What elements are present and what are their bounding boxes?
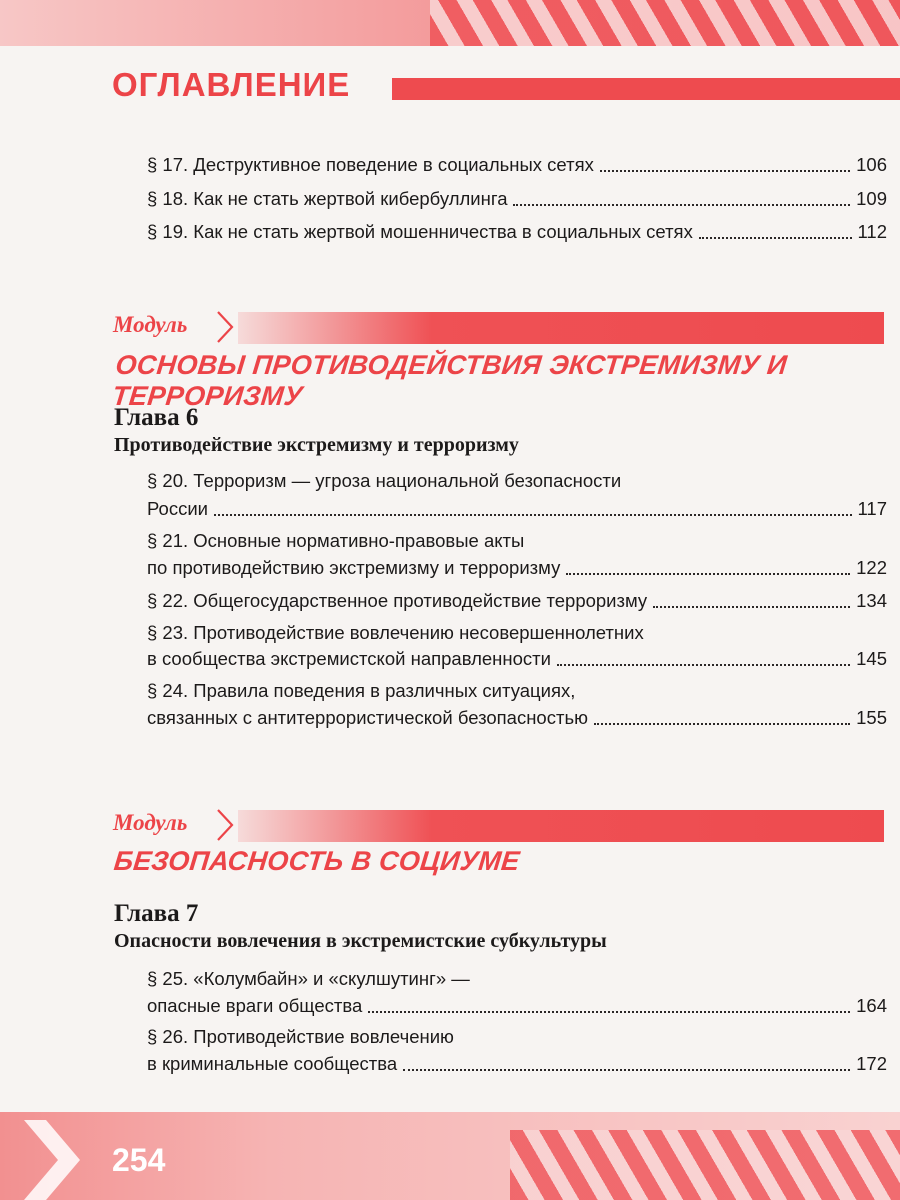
toc-entry[interactable] — [147, 496, 887, 521]
module-title: ОСНОВЫ ПРОТИВОДЕЙСТВИЯ ЭКСТРЕМИЗМУ И ТЕРРОРИЗМУ — [110, 350, 789, 411]
toc-entry-page: 134 — [856, 590, 887, 611]
dot-leader — [368, 1001, 850, 1013]
toc-entry[interactable] — [147, 1051, 887, 1076]
toc-entry-label: связанных с антитеррористической безопасностью — [147, 707, 588, 728]
toc-entry-page: 122 — [856, 557, 887, 578]
toc-entry-page: 112 — [857, 221, 887, 242]
chapter-title: Противодействие экстремизму и терроризму — [114, 434, 519, 456]
bottom-striped-pattern — [510, 1130, 900, 1200]
toc-entry-label: § 19. Как не стать жертвой мошенничества в социальных сетях — [147, 221, 693, 242]
toc-entry-page: 172 — [856, 1053, 887, 1074]
module-label: Модуль — [113, 810, 188, 835]
title-accent-bar — [392, 78, 900, 100]
toc-entry-page: 164 — [856, 995, 887, 1016]
toc-entry-label-line1: § 25. «Колумбайн» и «скулшутинг» — — [147, 968, 470, 989]
module-chevron-icon — [216, 808, 234, 842]
chapter-number: Глава 7 — [114, 900, 199, 927]
dot-leader — [403, 1059, 850, 1071]
toc-entry-page: 145 — [856, 648, 887, 669]
toc-entry[interactable] — [147, 646, 887, 671]
dot-leader — [594, 713, 850, 725]
toc-entry-page: 117 — [857, 498, 887, 519]
module-accent-bar — [238, 312, 884, 344]
page-arrow-icon — [24, 1120, 94, 1200]
toc-entry-label: в сообщества экстремистской направленности — [147, 648, 551, 669]
toc-entry-page: 109 — [856, 188, 887, 209]
toc-entry-label-line1: § 23. Противодействие вовлечению несовершеннолетних — [147, 622, 644, 643]
toc-entry-label: России — [147, 498, 208, 519]
toc-entry-label-line1: § 21. Основные нормативно-правовые акты — [147, 530, 525, 551]
toc-entry[interactable] — [147, 152, 887, 177]
toc-entry-label: § 18. Как не стать жертвой кибербуллинга — [147, 188, 508, 209]
module-label: Модуль — [113, 312, 188, 337]
top-striped-pattern — [430, 0, 900, 46]
toc-entry-label: опасные враги общества — [147, 995, 363, 1016]
toc-entry[interactable] — [147, 705, 887, 730]
toc-entry[interactable] — [147, 219, 887, 244]
module-chevron-icon — [216, 310, 234, 344]
dot-leader — [699, 227, 852, 239]
dot-leader — [653, 596, 850, 608]
module-title: БЕЗОПАСНОСТЬ В СОЦИУМЕ — [112, 846, 522, 876]
page-number: 254 — [112, 1142, 166, 1178]
toc-entry[interactable] — [147, 186, 887, 211]
toc-entry-label: § 22. Общегосударственное противодействие терроризму — [147, 590, 648, 611]
module-accent-bar — [238, 810, 884, 842]
toc-entry-page: 106 — [856, 154, 887, 175]
toc-entry-label-line1: § 24. Правила поведения в различных ситуациях, — [147, 680, 576, 701]
dot-leader — [513, 194, 850, 206]
toc-entry-label: по противодействию экстремизму и терроризму — [147, 557, 561, 578]
toc-entry[interactable] — [147, 555, 887, 580]
toc-entry-label-line1: § 26. Противодействие вовлечению — [147, 1026, 454, 1047]
dot-leader — [600, 160, 850, 172]
page-title: ОГЛАВЛЕНИЕ — [112, 66, 351, 103]
chapter-number: Глава 6 — [114, 404, 199, 431]
dot-leader — [557, 654, 850, 666]
chapter-title: Опасности вовлечения в экстремистские субкультуры — [114, 930, 607, 952]
toc-entry-label: в криминальные сообщества — [147, 1053, 398, 1074]
dot-leader — [566, 563, 850, 575]
toc-entry[interactable] — [147, 993, 887, 1018]
toc-entry[interactable] — [147, 588, 887, 613]
toc-entry-label-line1: § 20. Терроризм — угроза национальной безопасности — [147, 470, 622, 491]
toc-entry-label: § 17. Деструктивное поведение в социальных сетях — [147, 154, 594, 175]
toc-entry-page: 155 — [856, 707, 887, 728]
dot-leader — [214, 504, 852, 516]
